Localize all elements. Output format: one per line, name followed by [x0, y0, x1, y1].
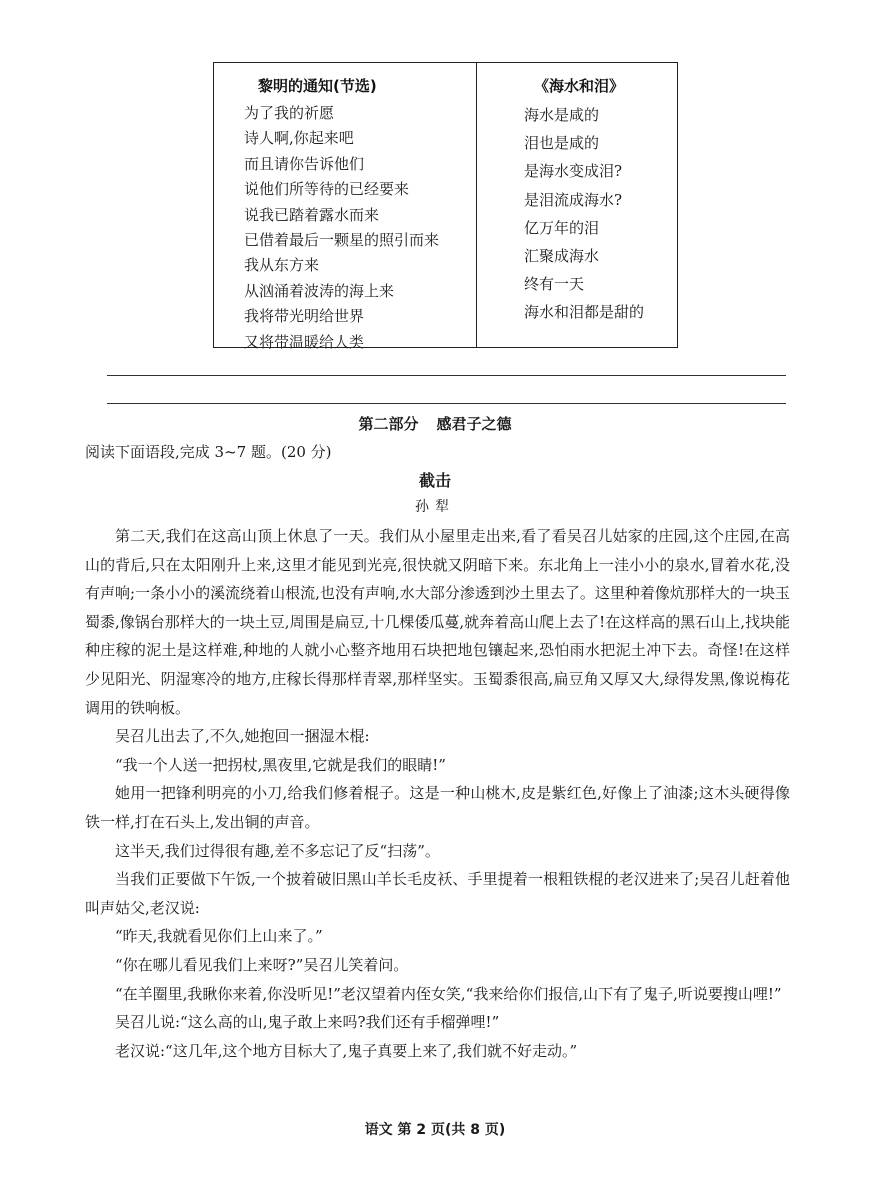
article-author: 孙犁	[415, 499, 455, 515]
article-paragraph: 她用一把锋利明亮的小刀,给我们修着棍子。这是一种山桃木,皮是紫红色,好像上了油漆;这木头硬得像铁一样,打在石头上,发出铜的声音。	[85, 784, 790, 831]
poem-right-line: 泪也是咸的	[524, 134, 600, 153]
article-paragraph: 老汉说:“这几年,这个地方目标大了,鬼子真要上来了,我们就不好走动。”	[115, 1041, 578, 1060]
section-part: 第二部分	[358, 415, 419, 433]
article-paragraph: 吴召儿出去了,不久,她抱回一捆湿木棍:	[115, 727, 370, 746]
question-instruction: 阅读下面语段,完成 3~7 题。(20 分)	[85, 443, 332, 461]
article-paragraph: 第二天,我们在这高山顶上休息了一天。我们从小屋里走出来,看了看吴召儿姑家的庄园,这个庄园,在高山的背后,只在太阳刚升上来,这里才能见到光亮,很快就又阴暗下来。东北角上一洼小小的泉水,冒着水花,没有声响;一条小小的溪流绕着山根流,也没有声响,水大部分渗透到沙土里去了。这里种着像炕那样大的一块玉蜀黍,像锅台那样大的一块土豆,周围是扁豆,十几棵倭瓜蔓,就奔着高山爬上去了!在这样高的黑石山上,找块能种庄稼的泥土是这样难,种地的人就小心整齐地用石块把地包镶起来,恐怕雨水把泥土冲下去。奇怪!在这样少见阳光、阴湿寒冷的地方,庄稼长得那样青翠,那样坚实。玉蜀黍很高,扁豆角又厚又大,绿得发黑,像说梅花调用的铁响板。	[85, 527, 790, 717]
article-paragraph: 这半天,我们过得很有趣,差不多忘记了反“扫荡”。	[115, 841, 440, 860]
article-paragraph: 当我们正要做下午饭,一个披着破旧黑山羊长毛皮袄、手里提着一根粗铁棍的老汉进来了;吴召儿赶着他叫声姑父,老汉说:	[85, 870, 790, 917]
poem-right-line: 是海水变成泪?	[524, 162, 623, 181]
article-paragraph: “昨天,我就看见你们上山来了。”	[115, 927, 323, 946]
poem-right-line: 亿万年的泪	[524, 218, 600, 237]
article-title: 截击	[418, 471, 451, 490]
poem-right-line: 汇聚成海水	[524, 247, 600, 266]
poem-right-line: 海水是咸的	[524, 106, 600, 124]
poem-right-line: 终有一天	[524, 275, 585, 294]
table-divider	[476, 63, 477, 347]
poem-comparison-table	[213, 62, 678, 351]
poem-right-title: 《海水和泪》	[534, 77, 625, 95]
poem-left-line: 说我已踏着露水而来	[244, 205, 380, 224]
answer-line[interactable]	[107, 403, 786, 404]
poem-left-line: 而且请你告诉他们	[244, 154, 365, 173]
poem-left-column	[244, 73, 476, 355]
article-body	[85, 522, 790, 1065]
answer-line[interactable]	[107, 375, 786, 376]
poem-left-line: 说他们所等待的已经要来	[244, 180, 410, 199]
article-paragraph: 吴召儿说:“这么高的山,鬼子敢上来吗?我们还有手榴弹哩!”	[115, 1013, 500, 1032]
poem-right-line: 是泪流成海水?	[524, 190, 623, 209]
poem-left-line: 又将带温暖给人类	[244, 332, 365, 351]
poem-left-line: 从汹涌着波涛的海上来	[244, 281, 395, 300]
poem-left-line: 诗人啊,你起来吧	[244, 129, 354, 148]
article-paragraph: “我一个人送一把拐杖,黑夜里,它就是我们的眼睛!”	[115, 755, 446, 774]
section-title	[0, 412, 870, 436]
article-paragraph: “在羊圈里,我瞅你来着,你没听见!”老汉望着内侄女笑,“我来给你们报信,山下有了鬼子,听说要搜山哩!”	[115, 984, 782, 1003]
poem-left-line: 我将带光明给世界	[244, 307, 365, 326]
poem-left-line: 我从东方来	[244, 256, 320, 275]
poem-left-line: 为了我的祈愿	[244, 104, 335, 122]
poem-left-title: 黎明的通知(节选)	[258, 77, 377, 95]
page-footer: 语文 第 2 页(共 8 页)	[364, 1122, 506, 1138]
poem-right-line: 海水和泪都是甜的	[524, 303, 645, 322]
poem-left-line: 已借着最后一颗星的照引而来	[244, 231, 440, 250]
poem-right-column	[524, 73, 674, 327]
section-name: 感君子之德	[436, 415, 512, 433]
article-paragraph: “你在哪儿看见我们上来呀?”吴召儿笑着问。	[115, 955, 409, 974]
